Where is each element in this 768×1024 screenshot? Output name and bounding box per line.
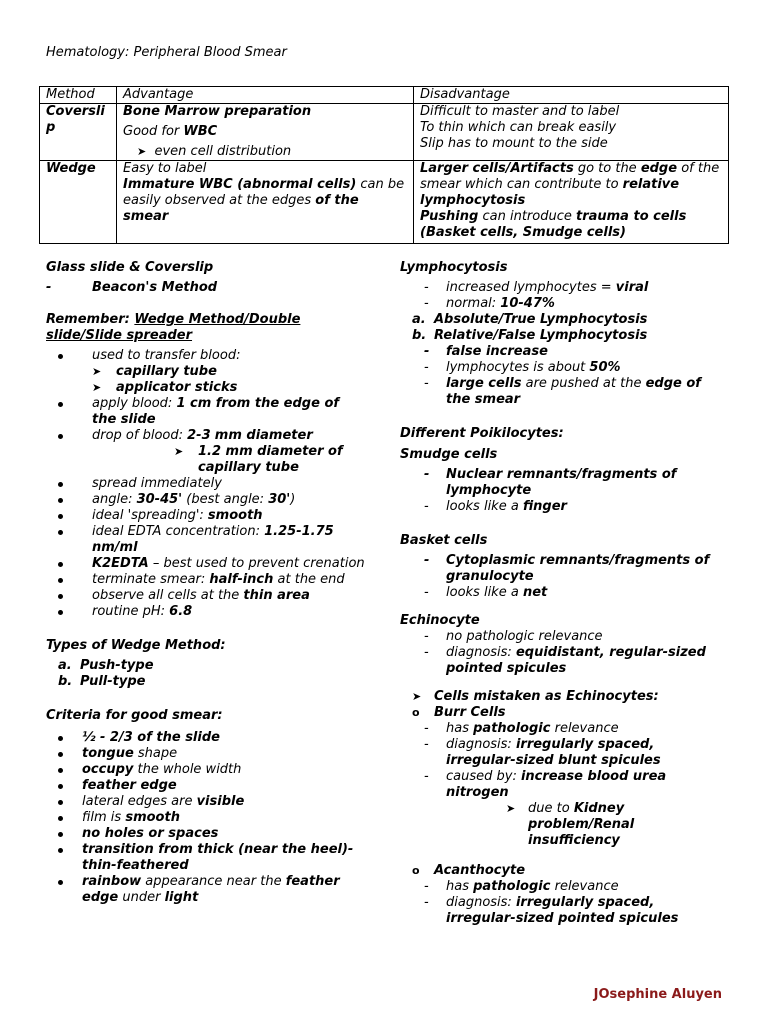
bullet-icon [58, 514, 63, 519]
list-item: routine pH: 6.8 [46, 604, 376, 620]
list-item: - has pathologic relevance [424, 721, 619, 736]
right-column [400, 260, 730, 927]
list-item: no holes or spaces [46, 826, 376, 842]
dis-line: Difficult to master and to label [420, 104, 620, 119]
basket-heading: Basket cells [400, 533, 488, 548]
list-item: terminate smear: half-inch at the end [46, 572, 376, 588]
list-item: ➤ capillary tube [92, 364, 217, 379]
burr-heading: o Burr Cells [412, 705, 506, 720]
comparison-table [39, 86, 729, 244]
arrow-bullet-icon: ➤ [412, 690, 422, 703]
author-signature: JOsephine Aluyen [593, 987, 722, 1002]
dis-line: Pushing can introduce trauma to cells (Basket cells, Smudge cells) [420, 209, 687, 240]
method-wedge: Wedge [40, 161, 117, 244]
types-heading: Types of Wedge Method: [46, 638, 226, 653]
list-item: ➤ applicator sticks [92, 380, 238, 395]
table-header-row [40, 87, 729, 104]
bullet-icon [58, 768, 63, 773]
bullet-icon [58, 498, 63, 503]
bullet-icon [58, 736, 63, 741]
bullet-icon [58, 832, 63, 837]
arrow-bullet-icon: ➤ [92, 365, 102, 378]
mistaken-heading: ➤ Cells mistaken as Echinocytes: [412, 689, 659, 704]
list-item: - diagnosis: equidistant, regular-sized pointed spicules [424, 645, 706, 676]
table-row [40, 104, 729, 161]
dis-line: Larger cells/Artifacts go to the edge of the smear which can contribute to relative lymphocytosis [420, 161, 720, 208]
bullet-icon [58, 816, 63, 821]
list-item: b. Pull-type [58, 674, 146, 689]
bullet-icon [58, 562, 63, 567]
list-item: - normal: 10-47% [424, 296, 555, 311]
list-item: - Nuclear remnants/fragments of lymphocyte [424, 467, 677, 498]
header-disadvantage: Disadvantage [414, 87, 729, 104]
adv-line: Bone Marrow preparation [123, 104, 312, 119]
list-item: - large cells are pushed at the edge of the smear [424, 376, 701, 407]
list-item: ½ - 2/3 of the slide [46, 730, 376, 746]
wedge-bullet-list [46, 348, 376, 620]
method-coverslip: Coverslip [46, 104, 105, 135]
header-advantage: Advantage [117, 87, 414, 104]
list-item: - lymphocytes is about 50% [424, 360, 621, 375]
arrow-bullet-icon: ➤ [174, 445, 184, 458]
list-item: feather edge [46, 778, 376, 794]
list-item: - looks like a finger [424, 499, 567, 514]
list-item: K2EDTA – best used to prevent crenation [46, 556, 376, 572]
bullet-icon [58, 354, 63, 359]
list-item: ideal 'spreading': smooth [46, 508, 376, 524]
list-item: apply blood: 1 cm from the edge of the slide [46, 396, 352, 428]
bullet-icon [58, 594, 63, 599]
smudge-heading: Smudge cells [400, 447, 498, 462]
header-method: Method [40, 87, 117, 104]
table-row [40, 161, 729, 244]
dis-line: To thin which can break easily [420, 120, 617, 135]
arrow-bullet-icon: ➤ [92, 381, 102, 394]
remember-note: Remember: Wedge Method/Double slide/Slide spreader [46, 312, 301, 343]
list-item: occupy the whole width [46, 762, 376, 778]
bullet-icon [58, 434, 63, 439]
advantage-cell [117, 104, 414, 161]
list-item: drop of blood: 2-3 mm diameter [46, 428, 376, 444]
bullet-icon [58, 578, 63, 583]
acantho-list [400, 879, 730, 927]
glass-heading: Glass slide & Coverslip [46, 260, 214, 275]
arrow-bullet-icon: ➤ [506, 802, 516, 815]
bullet-icon [58, 800, 63, 805]
burr-list [400, 721, 730, 849]
bullet-icon [58, 482, 63, 487]
disadvantage-cell [414, 161, 729, 244]
adv-subline: ➤ even cell distribution [137, 144, 292, 159]
bullet-icon [58, 880, 63, 885]
list-item: a. Absolute/True Lymphocytosis [412, 312, 648, 327]
echino-heading: Echinocyte [400, 613, 480, 628]
poik-heading: Different Poikilocytes: [400, 426, 564, 441]
list-item: - diagnosis: irregularly spaced, irregular-sized blunt spicules [424, 737, 661, 768]
list-item: used to transfer blood: [46, 348, 376, 364]
list-item: - has pathologic relevance [424, 879, 619, 894]
list-item: ➤ 1.2 mm diameter of capillary tube [174, 444, 343, 475]
lympho-types-list [400, 312, 730, 344]
advantage-cell [117, 161, 414, 244]
bullet-icon [58, 530, 63, 535]
arrow-bullet-icon: ➤ [137, 145, 147, 158]
adv-line: Immature WBC (abnormal cells) can be easily observed at the edges of the smear [123, 177, 405, 224]
list-item: rainbow appearance near the feather edge under light [46, 874, 346, 906]
criteria-heading: Criteria for good smear: [46, 708, 223, 723]
list-item: observe all cells at the thin area [46, 588, 376, 604]
bullet-icon [58, 402, 63, 407]
list-item: tongue shape [46, 746, 376, 762]
beacon-item: - Beacon's Method [46, 280, 218, 295]
left-column [46, 260, 376, 906]
list-item: spread immediately [46, 476, 376, 492]
list-item: film is smooth [46, 810, 376, 826]
list-item: transition from thick (near the heel)- thin-feathered [46, 842, 362, 874]
lympho-list [400, 280, 730, 312]
list-item: b. Relative/False Lymphocytosis [412, 328, 648, 343]
basket-list [400, 553, 730, 601]
list-item: - looks like a net [424, 585, 548, 600]
list-item: - no pathologic relevance [424, 629, 603, 644]
criteria-list [46, 730, 376, 906]
bullet-icon [58, 752, 63, 757]
list-item: - increased lymphocytes = viral [424, 280, 649, 295]
relative-list [400, 344, 730, 408]
list-item: lateral edges are visible [46, 794, 376, 810]
bullet-icon [58, 784, 63, 789]
bullet-icon [58, 610, 63, 615]
list-item: angle: 30-45' (best angle: 30') [46, 492, 376, 508]
acantho-heading: o Acanthocyte [412, 863, 526, 878]
list-item: ➤ due to Kidney problem/Renal insufficiency [506, 801, 635, 848]
echino-list [400, 629, 730, 677]
list-item: - caused by: increase blood urea nitrogen [424, 769, 667, 800]
smudge-list [400, 467, 730, 515]
page-title: Hematology: Peripheral Blood Smear [46, 45, 287, 60]
method-cell [40, 104, 117, 161]
adv-line: Good for WBC [123, 124, 218, 139]
bullet-icon [58, 848, 63, 853]
list-item: a. Push-type [58, 658, 154, 673]
types-list [46, 658, 376, 690]
list-item: - false increase [424, 344, 548, 359]
dis-line: Slip has to mount to the side [420, 136, 608, 151]
list-item: ideal EDTA concentration: 1.25-1.75 nm/ml [46, 524, 352, 556]
adv-line: Easy to label [123, 161, 207, 176]
list-item: - diagnosis: irregularly spaced, irregular-sized pointed spicules [424, 895, 679, 926]
lympho-heading: Lymphocytosis [400, 260, 508, 275]
list-item: - Cytoplasmic remnants/fragments of granulocyte [424, 553, 710, 584]
disadvantage-cell [414, 104, 729, 161]
